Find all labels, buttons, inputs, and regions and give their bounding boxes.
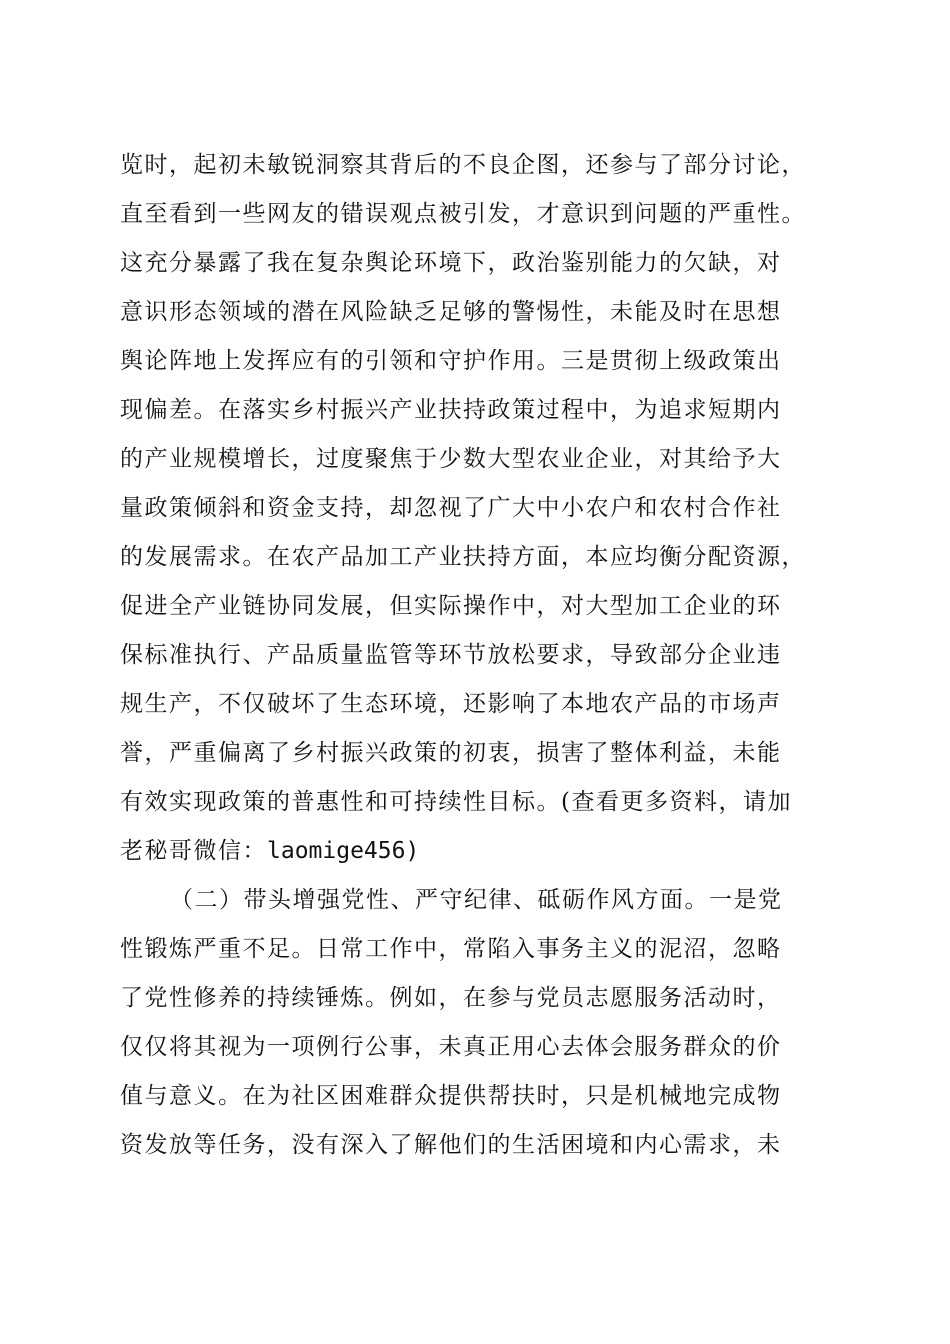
text-line: 规生产，不仅破坏了生态环境，还影响了本地农产品的市场声	[120, 691, 782, 717]
text-line: 的产业规模增长，过度聚焦于少数大型农业企业，对其给予大	[120, 446, 782, 472]
text-line: 意识形态领域的潜在风险缺乏足够的警惕性，未能及时在思想	[120, 299, 782, 325]
text-line: 舆论阵地上发挥应有的引领和守护作用。三是贯彻上级政策出	[120, 348, 782, 374]
text-line: 的发展需求。在农产品加工产业扶持方面，本应均衡分配资源，	[120, 544, 806, 570]
text-line: 保标准执行、产品质量监管等环节放松要求，导致部分企业违	[120, 642, 782, 668]
text-line: 量政策倾斜和资金支持，却忽视了广大中小农户和农村合作社	[120, 495, 782, 521]
text-line: 性锻炼严重不足。日常工作中，常陷入事务主义的泥沼，忽略	[120, 936, 782, 962]
text-line: 了党性修养的持续锤炼。例如，在参与党员志愿服务活动时，	[120, 985, 782, 1011]
text-line: 资发放等任务，没有深入了解他们的生活困境和内心需求，未	[120, 1132, 782, 1158]
wechat-id: laomige456)	[267, 838, 420, 864]
document-body	[120, 141, 840, 1170]
text-line: 促进全产业链协同发展，但实际操作中，对大型加工企业的环	[120, 593, 782, 619]
wechat-label: 老秘哥微信：	[120, 838, 267, 864]
text-line: 直至看到一些网友的错误观点被引发，才意识到问题的严重性。	[120, 201, 806, 227]
text-line: 有效实现政策的普惠性和可持续性目标。(查看更多资料，请加	[120, 789, 792, 815]
text-line: 仅仅将其视为一项例行公事，未真正用心去体会服务群众的价	[120, 1034, 782, 1060]
text-line-wechat	[120, 827, 840, 876]
section-heading-line: （二）带头增强党性、严守纪律、砥砺作风方面。一是党	[170, 887, 783, 913]
text-line: 誉，严重偏离了乡村振兴政策的初衷，损害了整体利益，未能	[120, 740, 782, 766]
text-line: 值与意义。在为社区困难群众提供帮扶时，只是机械地完成物	[120, 1083, 782, 1109]
text-line: 现偏差。在落实乡村振兴产业扶持政策过程中，为追求短期内	[120, 397, 782, 423]
text-line: 览时，起初未敏锐洞察其背后的不良企图，还参与了部分讨论，	[120, 152, 806, 178]
text-line: 这充分暴露了我在复杂舆论环境下，政治鉴别能力的欠缺，对	[120, 250, 782, 276]
